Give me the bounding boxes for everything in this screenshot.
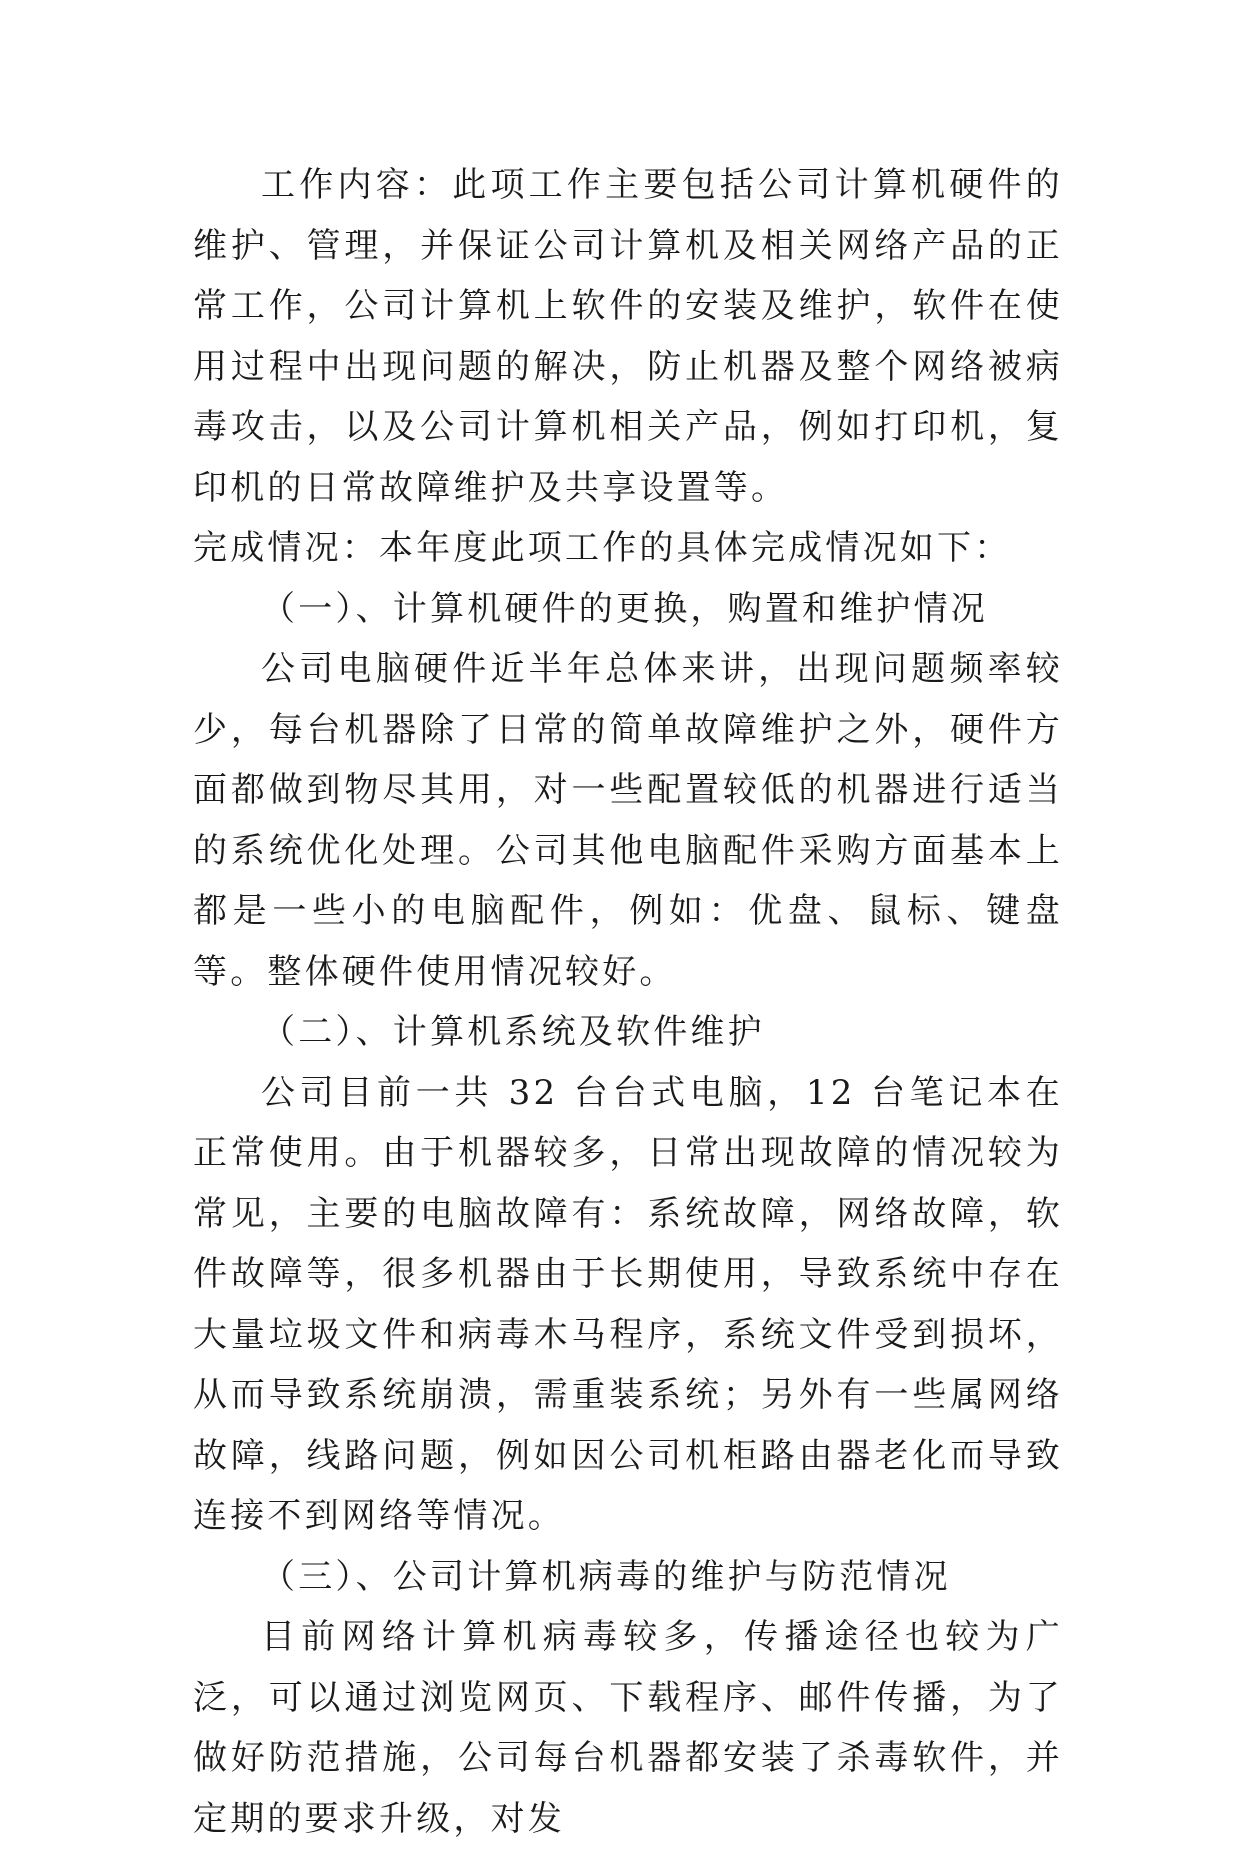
section-heading-hardware: （一）、计算机硬件的更换，购置和维护情况 bbox=[261, 588, 988, 629]
section-heading-software: （二）、计算机系统及软件维护 bbox=[261, 1012, 765, 1052]
paragraph-software: 公司目前一共 32 台台式电脑，12 台笔记本在正常使用。由于机器较多，日常出现故障的情况较为常见，主要的电脑故障有：系统故障，网络故障，软件故障等，很多机器由于长期使用，导致系统中存在大量垃圾文件和病毒木马程序，系统文件受到损坏，从而导致系统崩溃，需重装系统；另外有一些属网络故障，线路问题，例如因公司机柜路由器老化而导致连接不到网络等情况。 bbox=[193, 1072, 1063, 1536]
paragraph-completion-status: 完成情况：本年度此项工作的具体完成情况如下： bbox=[193, 528, 1012, 568]
section-heading-virus: （三）、公司计算机病毒的维护与防范情况 bbox=[261, 1556, 951, 1597]
paragraph-work-content: 工作内容：此项工作主要包括公司计算机硬件的维护、管理，并保证公司计算机及相关网络产品的正常工作，公司计算机上软件的安装及维护，软件在使用过程中出现问题的解决，防止机器及整个网络被病毒攻击，以及公司计算机相关产品，例如打印机，复印机的日常故障维护及共享设置等。 bbox=[193, 165, 1063, 508]
document-body bbox=[193, 155, 1063, 1849]
paragraph-virus: 目前网络计算机病毒较多，传播途径也较为广泛，可以通过浏览网页、下载程序、邮件传播，为了做好防范措施，公司每台机器都安装了杀毒软件，并定期的要求升级，对发 bbox=[193, 1617, 1063, 1839]
paragraph-hardware: 公司电脑硬件近半年总体来讲，出现问题频率较少，每台机器除了日常的简单故障维护之外，硬件方面都做到物尽其用，对一些配置较低的机器进行适当的系统优化处理。公司其他电脑配件采购方面基本上都是一些小的电脑配件，例如：优盘、鼠标、键盘等。整体硬件使用情况较好。 bbox=[193, 649, 1063, 992]
